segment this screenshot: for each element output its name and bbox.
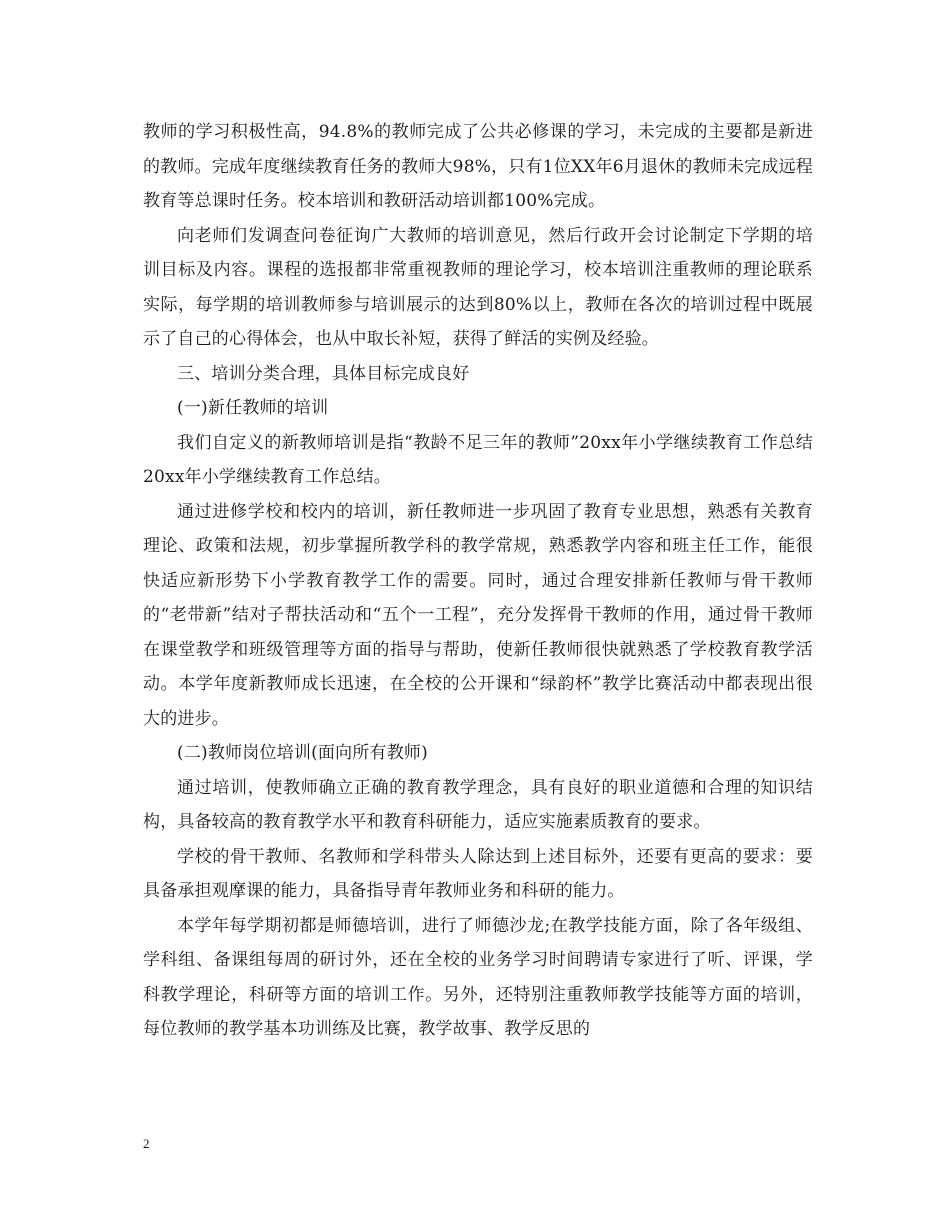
page-number: 2	[143, 1136, 150, 1151]
paragraph: 通过进修学校和校内的培训，新任教师进一步巩固了教育专业思想，熟悉有关教育理论、政策和法规，初步掌握所教学科的教学常规，熟悉教学内容和班主任工作，能很快适应新形势下小学教育教学工作的需要。同时，通过合理安排新任教师与骨干教师的“老带新”结对子帮扶活动和“五个一工程”，充分发挥骨干教师的作用，通过骨干教师在课堂教学和班级管理等方面的指导与帮助，使新任教师很快就熟悉了学校教育教学活动。本学年度新教师成长迅速，在全校的公开课和“绿韵杯”教学比赛活动中都表现出很大的进步。	[143, 501, 813, 729]
subsection-heading: (一)新任教师的培训	[177, 398, 329, 418]
paragraph: 我们自定义的新教师培训是指“教龄不足三年的教师”20xx年小学继续教育工作总结20xx年小学继续教育工作总结。	[143, 432, 813, 487]
paragraph-continuation: 教师的学习积极性高，94.8%的教师完成了公共必修课的学习，未完成的主要都是新进的教师。完成年度继续教育任务的教师大98%，只有1位XX年6月退休的教师未完成远程教育等总课时任务。校本培训和教研活动培训都100%完成。	[143, 122, 813, 211]
subsection-heading: (二)教师岗位培训(面向所有教师)	[177, 743, 428, 763]
paragraph: 本学年每学期初都是师德培训，进行了师德沙龙;在教学技能方面，除了各年级组、学科组、备课组每周的研讨外，还在全校的业务学习时间聘请专家进行了听、评课，学科教学理论，科研等方面的培训工作。另外，还特别注重教师教学技能等方面的培训，每位教师的教学基本功训练及比赛，教学故事、教学反思的	[143, 915, 813, 1039]
body-text	[143, 115, 813, 1047]
paragraph: 通过培训，使教师确立正确的教育教学理念，具有良好的职业道德和合理的知识结构，具备较高的教育教学水平和教育科研能力，适应实施素质教育的要求。	[143, 777, 813, 832]
section-heading: 三、培训分类合理，具体目标完成良好	[177, 363, 470, 384]
paragraph: 学校的骨干教师、名教师和学科带头人除达到上述目标外，还要有更高的要求：要具备承担观摩课的能力，具备指导青年教师业务和科研的能力。	[143, 846, 813, 901]
paragraph: 向老师们发调查问卷征询广大教师的培训意见，然后行政开会讨论制定下学期的培训目标及内容。课程的选报都非常重视教师的理论学习，校本培训注重教师的理论联系实际，每学期的培训教师参与培训展示的达到80%以上，教师在各次的培训过程中既展示了自己的心得体会，也从中取长补短，获得了鲜活的实例及经验。	[143, 225, 813, 349]
